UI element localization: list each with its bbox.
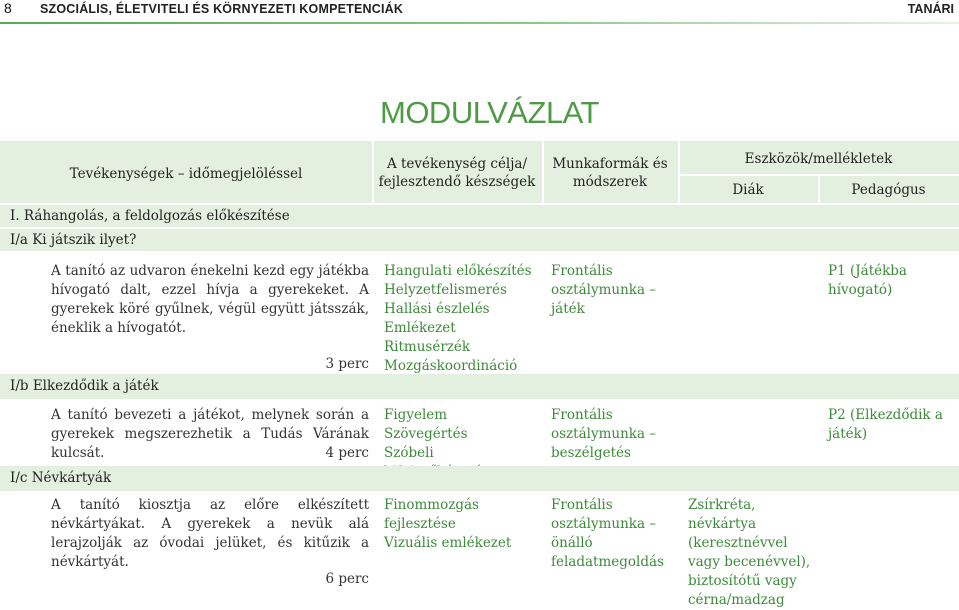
goal-item: Helyzetfelismerés	[384, 282, 507, 298]
work-form: Frontális osztálymunka – játék	[551, 263, 657, 317]
subsection-heading: I/a Ki játszik ilyet?	[10, 232, 137, 248]
goal-item: Ritmusérzék	[384, 339, 471, 355]
column-header-goal-line2: fejlesztendő készségek	[378, 174, 536, 190]
goal-item: Emlékezet	[384, 320, 456, 336]
goal-item: Hallási észlelés	[384, 301, 490, 317]
tools-header-divider	[680, 174, 959, 176]
subsection-bar	[0, 466, 959, 491]
activity-time: 3 perc	[325, 356, 369, 372]
work-form: Frontális osztálymunka – beszélgetés	[551, 407, 657, 461]
goal-item: Szövegértés	[384, 426, 468, 442]
teacher-tools: P1 (Játékba hívogató)	[828, 263, 907, 298]
goal-item: Mozgáskoordináció	[384, 358, 518, 374]
goal-list	[384, 262, 544, 376]
column-header-forms-line1: Munkaformák és	[552, 156, 668, 172]
goal-item: Finommozgás fejlesztése	[384, 497, 479, 532]
page-number: 8	[4, 0, 12, 16]
column-header-tools: Eszközök/mellékletek	[744, 151, 893, 167]
running-title: SZOCIÁLIS, ÉLETVITELI ÉS KÖRNYEZETI KOMPETENCIÁK	[40, 2, 404, 16]
student-tools: Zsírkréta, névkártya (keresztnévvel vagy becenévvel), biztosítótű vagy cérna/madzag	[688, 497, 811, 608]
activity-description: A tanító kiosztja az előre elkészített névkártyákat. A gyerekek a nevük alá lerajzolják az óvodai jelüket, és kitűzik a névkártyát.	[51, 497, 369, 570]
column-header-activities: Tevékenységek – időmegjelöléssel	[69, 166, 303, 182]
activity-time: 6 perc	[325, 571, 369, 587]
work-form: Frontális osztálymunka – önálló feladatmegoldás	[551, 497, 664, 570]
module-title: MODULVÁZLAT	[380, 95, 599, 130]
column-header-student: Diák	[732, 182, 764, 198]
column-header-goal-line1: A tevékenység célja/	[386, 156, 528, 172]
column-header-forms	[542, 155, 678, 191]
goal-item: Hangulati előkészítés	[384, 263, 532, 279]
subsection-heading: I/b Elkezdődik a játék	[10, 378, 159, 394]
goal-item: Figyelem	[384, 407, 448, 423]
activity-description: A tanító bevezeti a játékot, melynek során a gyerekek megszerezhetik a Tudás Várának kulcsát.	[51, 407, 369, 461]
column-header-goal	[372, 155, 542, 191]
running-right-label: TANÁRI	[907, 2, 954, 16]
subsection-bar	[0, 229, 959, 251]
column-header-teacher: Pedagógus	[851, 182, 926, 198]
teacher-tools: P2 (Elkezdődik a játék)	[828, 407, 943, 442]
goal-list	[384, 496, 544, 553]
section-title: I. Ráhangolás, a feldolgozás előkészítése	[10, 208, 290, 224]
subsection-heading: I/c Névkártyák	[10, 470, 112, 486]
activity-description: A tanító az udvaron énekelni kezd egy játékba hívogató dalt, ezzel hívja a gyerekeket. A gyerekek köré gyűlnek, végül együtt játsszák, éneklik a hívogatót.	[51, 263, 369, 336]
header-rule	[0, 22, 959, 24]
goal-item: Vizuális emlékezet	[384, 535, 512, 551]
activity-time: 4 perc	[325, 445, 369, 461]
goal-item: Szóbeli	[384, 445, 434, 461]
column-header-forms-line2: módszerek	[572, 174, 648, 190]
